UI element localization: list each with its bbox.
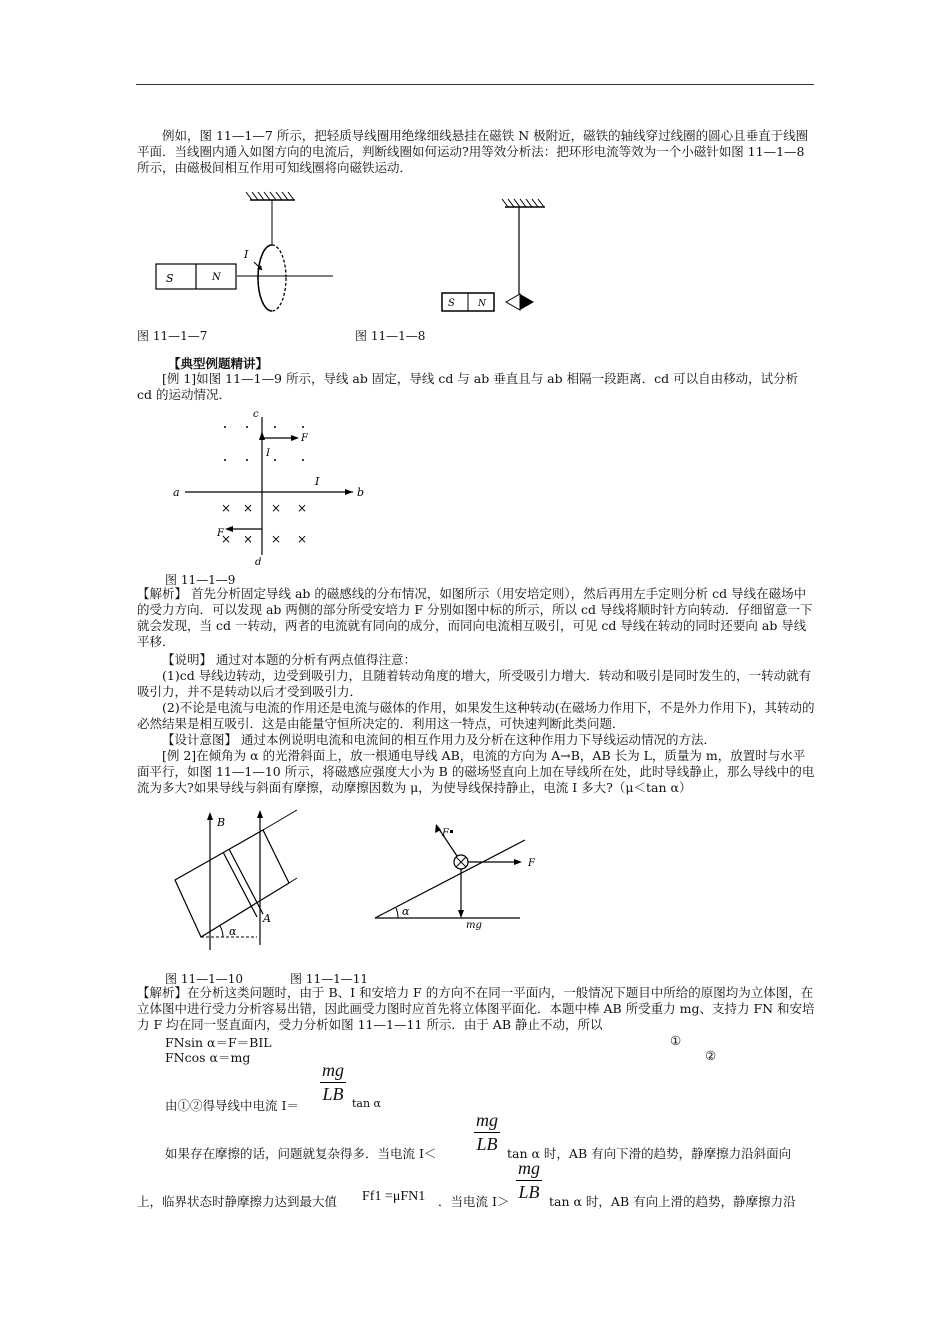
svg-text:×: × bbox=[271, 501, 282, 515]
fig9-a-label: a bbox=[173, 486, 180, 499]
fraction-friction1: $\frac{mg}{LB}$ bbox=[476, 1110, 498, 1154]
svg-text:×: × bbox=[297, 532, 308, 546]
design-intent: 【设计意图】 通过本例说明电流和电流间的相互作用力及分析在这种作用力下导线运动情况的方法． bbox=[162, 732, 716, 747]
friction-line2-suffix: tan α 时，AB 有向上滑的趋势，静摩擦力沿 bbox=[549, 1194, 796, 1209]
equation-2: FNcos α＝mg bbox=[165, 1050, 251, 1065]
fraction-result-num: mg bbox=[320, 1060, 346, 1083]
fig11-FN-label: F bbox=[442, 828, 449, 839]
caption-fig7: 图 11—1—7 bbox=[137, 329, 208, 343]
svg-text:×: × bbox=[243, 501, 254, 515]
fig9-F-label: F bbox=[301, 433, 308, 444]
section-title: 【典型例题精讲】 bbox=[168, 356, 269, 371]
equation-1: FNsin α＝F＝BIL bbox=[165, 1035, 272, 1050]
intro-paragraph: 例如，图 11—1—7 所示，把轻质导线圈用绝缘细线悬挂在磁铁 N 极附近，磁铁的轴线穿过线圈的圆心且垂直于线圈平面．当线圈内通入如图方向的电流后，判断线圈如何运动?用等效分析法：把环形电流等效为一个小磁针如图 11—1—8 所示，由磁极间相互作用可知线圈将向磁铁运动． bbox=[137, 128, 809, 175]
fraction-friction2: $\frac{mg}{LB}$ bbox=[518, 1158, 540, 1202]
fig10-A-label: A bbox=[263, 912, 271, 925]
fig11-F-label: F bbox=[528, 858, 535, 869]
fig9-I-label: I bbox=[315, 475, 320, 488]
note-item1: (1)cd 导线边转动，边受到吸引力，且随着转动角度的增大，所受吸引力增大．转动和吸引是同时发生的，一转动就有吸引力，并不是转动以后才受到吸引力． bbox=[137, 668, 812, 699]
friction-line2-prefix: 上，临界状态时静摩擦力达到最大值 bbox=[137, 1194, 338, 1209]
fraction-result-den: LB bbox=[322, 1084, 344, 1104]
fig9-F2-label: F bbox=[217, 528, 224, 539]
result-suffix: tan α bbox=[352, 1097, 381, 1110]
figure-11-1-8 bbox=[440, 195, 550, 320]
friction-line1-suffix: tan α 时，AB 有向下滑的趋势，静摩擦力沿斜面向 bbox=[507, 1146, 792, 1161]
equation-2-number: ② bbox=[705, 1048, 717, 1063]
svg-text:×: × bbox=[271, 532, 282, 546]
note-title: 【说明】 通过对本题的分析有两点值得注意： bbox=[162, 652, 416, 667]
friction-line1: 如果存在摩擦的话，问题就复杂得多．当电流 I＜ bbox=[165, 1146, 437, 1161]
analysis1-text: 【解析】 首先分析固定导线 ab 的磁感线的分布情况，如图所示（用安培定则），然后再用左手定则分析 cd 导线在磁场中的受力方向．可以发现 ab 两侧的部分所受安培力 F 分别如图中标的所示，所以 cd 导线将顺时针方向转动．仔细留意一下就会发现，当 cd 一转动，两者的电流就有同向的成分，而同向电流相互吸引，可见 cd 导线在转动的同时还要向 ab 导线平移． bbox=[137, 586, 813, 649]
friction-line2-mid: ．当电流 I＞ bbox=[438, 1194, 510, 1209]
fig11-alpha-label: α bbox=[402, 905, 410, 918]
header-rule bbox=[136, 84, 814, 85]
svg-text:×: × bbox=[221, 532, 232, 546]
caption-fig10: 图 11—1—10 bbox=[165, 972, 243, 986]
figure-11-1-7 bbox=[150, 190, 350, 325]
fig10-B-label: B bbox=[217, 816, 226, 829]
fraction-result bbox=[320, 1060, 346, 1105]
fig11-mg-label: mg bbox=[466, 920, 482, 931]
example1-text: [例 1]如图 11—1—9 所示，导线 ab 固定，导线 cd 与 ab 垂直且与 ab 相隔一段距离．cd 可以自由移动，试分析 cd 的运动情况． bbox=[137, 371, 799, 402]
analysis2-text: 【解析】在分析这类问题时，由于 B、I 和安培力 F 的方向不在同一平面内，一般情况下题目中所给的原图均为立体图，在立体图中进行受力分析容易出错，因此画受力图时应首先将立体图平面化．本题中棒 AB 所受重力 mg、支持力 FN 和安培力 F 均在同一竖直面内，受力分析如图 11—1—11 所示．由于 AB 静止不动，所以 bbox=[137, 985, 815, 1032]
result-prefix: 由①②得导线中电流 I＝ bbox=[165, 1098, 299, 1113]
fig10-alpha-label: α bbox=[229, 925, 237, 938]
fig9-d-label: d bbox=[255, 557, 262, 568]
fig9-b-label: b bbox=[357, 486, 365, 499]
svg-text:×: × bbox=[221, 501, 232, 515]
svg-text:×: × bbox=[243, 532, 254, 546]
example2-text: [例 2]在倾角为 α 的光滑斜面上，放一根通电导线 AB，电流的方向为 A→B，AB 长为 L，质量为 m，放置时与水平面平行，如图 11—1—10 所示，将磁感应强度大小为 B 的磁场竖直向上加在导线所在处，此时导线静止，那么导线中的电流为多大?如果导线与斜面有摩擦，动摩擦因数为 μ，为使导线保持静止，电流 I 多大?（μ＜tan α） bbox=[137, 748, 815, 795]
fig8-s-label: S bbox=[448, 298, 455, 309]
caption-fig8: 图 11—1—8 bbox=[355, 329, 426, 343]
equation-1-number: ① bbox=[670, 1033, 682, 1048]
fig9-I1-label: I bbox=[266, 448, 270, 459]
fig7-n-label: N bbox=[212, 272, 221, 283]
fig7-current-label: I bbox=[244, 248, 249, 261]
fig7-s-label: S bbox=[166, 272, 174, 285]
svg-text:×: × bbox=[297, 501, 308, 515]
fig9-c-label: c bbox=[253, 409, 259, 420]
caption-fig9: 图 11—1—9 bbox=[165, 573, 236, 587]
friction-max-equation: Ff1 =μFN1 bbox=[362, 1189, 426, 1204]
figure-11-1-9 bbox=[165, 405, 370, 570]
figure-11-1-11 bbox=[370, 820, 550, 940]
caption-fig11: 图 11—1—11 bbox=[290, 972, 368, 986]
fig8-n-label: N bbox=[478, 299, 486, 309]
figure-11-1-10 bbox=[165, 800, 305, 960]
note-item2: (2)不论是电流与电流的作用还是电流与磁体的作用，如果发生这种转动(在磁场力作用下，不是外力作用下)，其转动的必然结果是相互吸引．这是由能量守恒所决定的．利用这一特点，可快速判断此类问题． bbox=[137, 700, 815, 731]
